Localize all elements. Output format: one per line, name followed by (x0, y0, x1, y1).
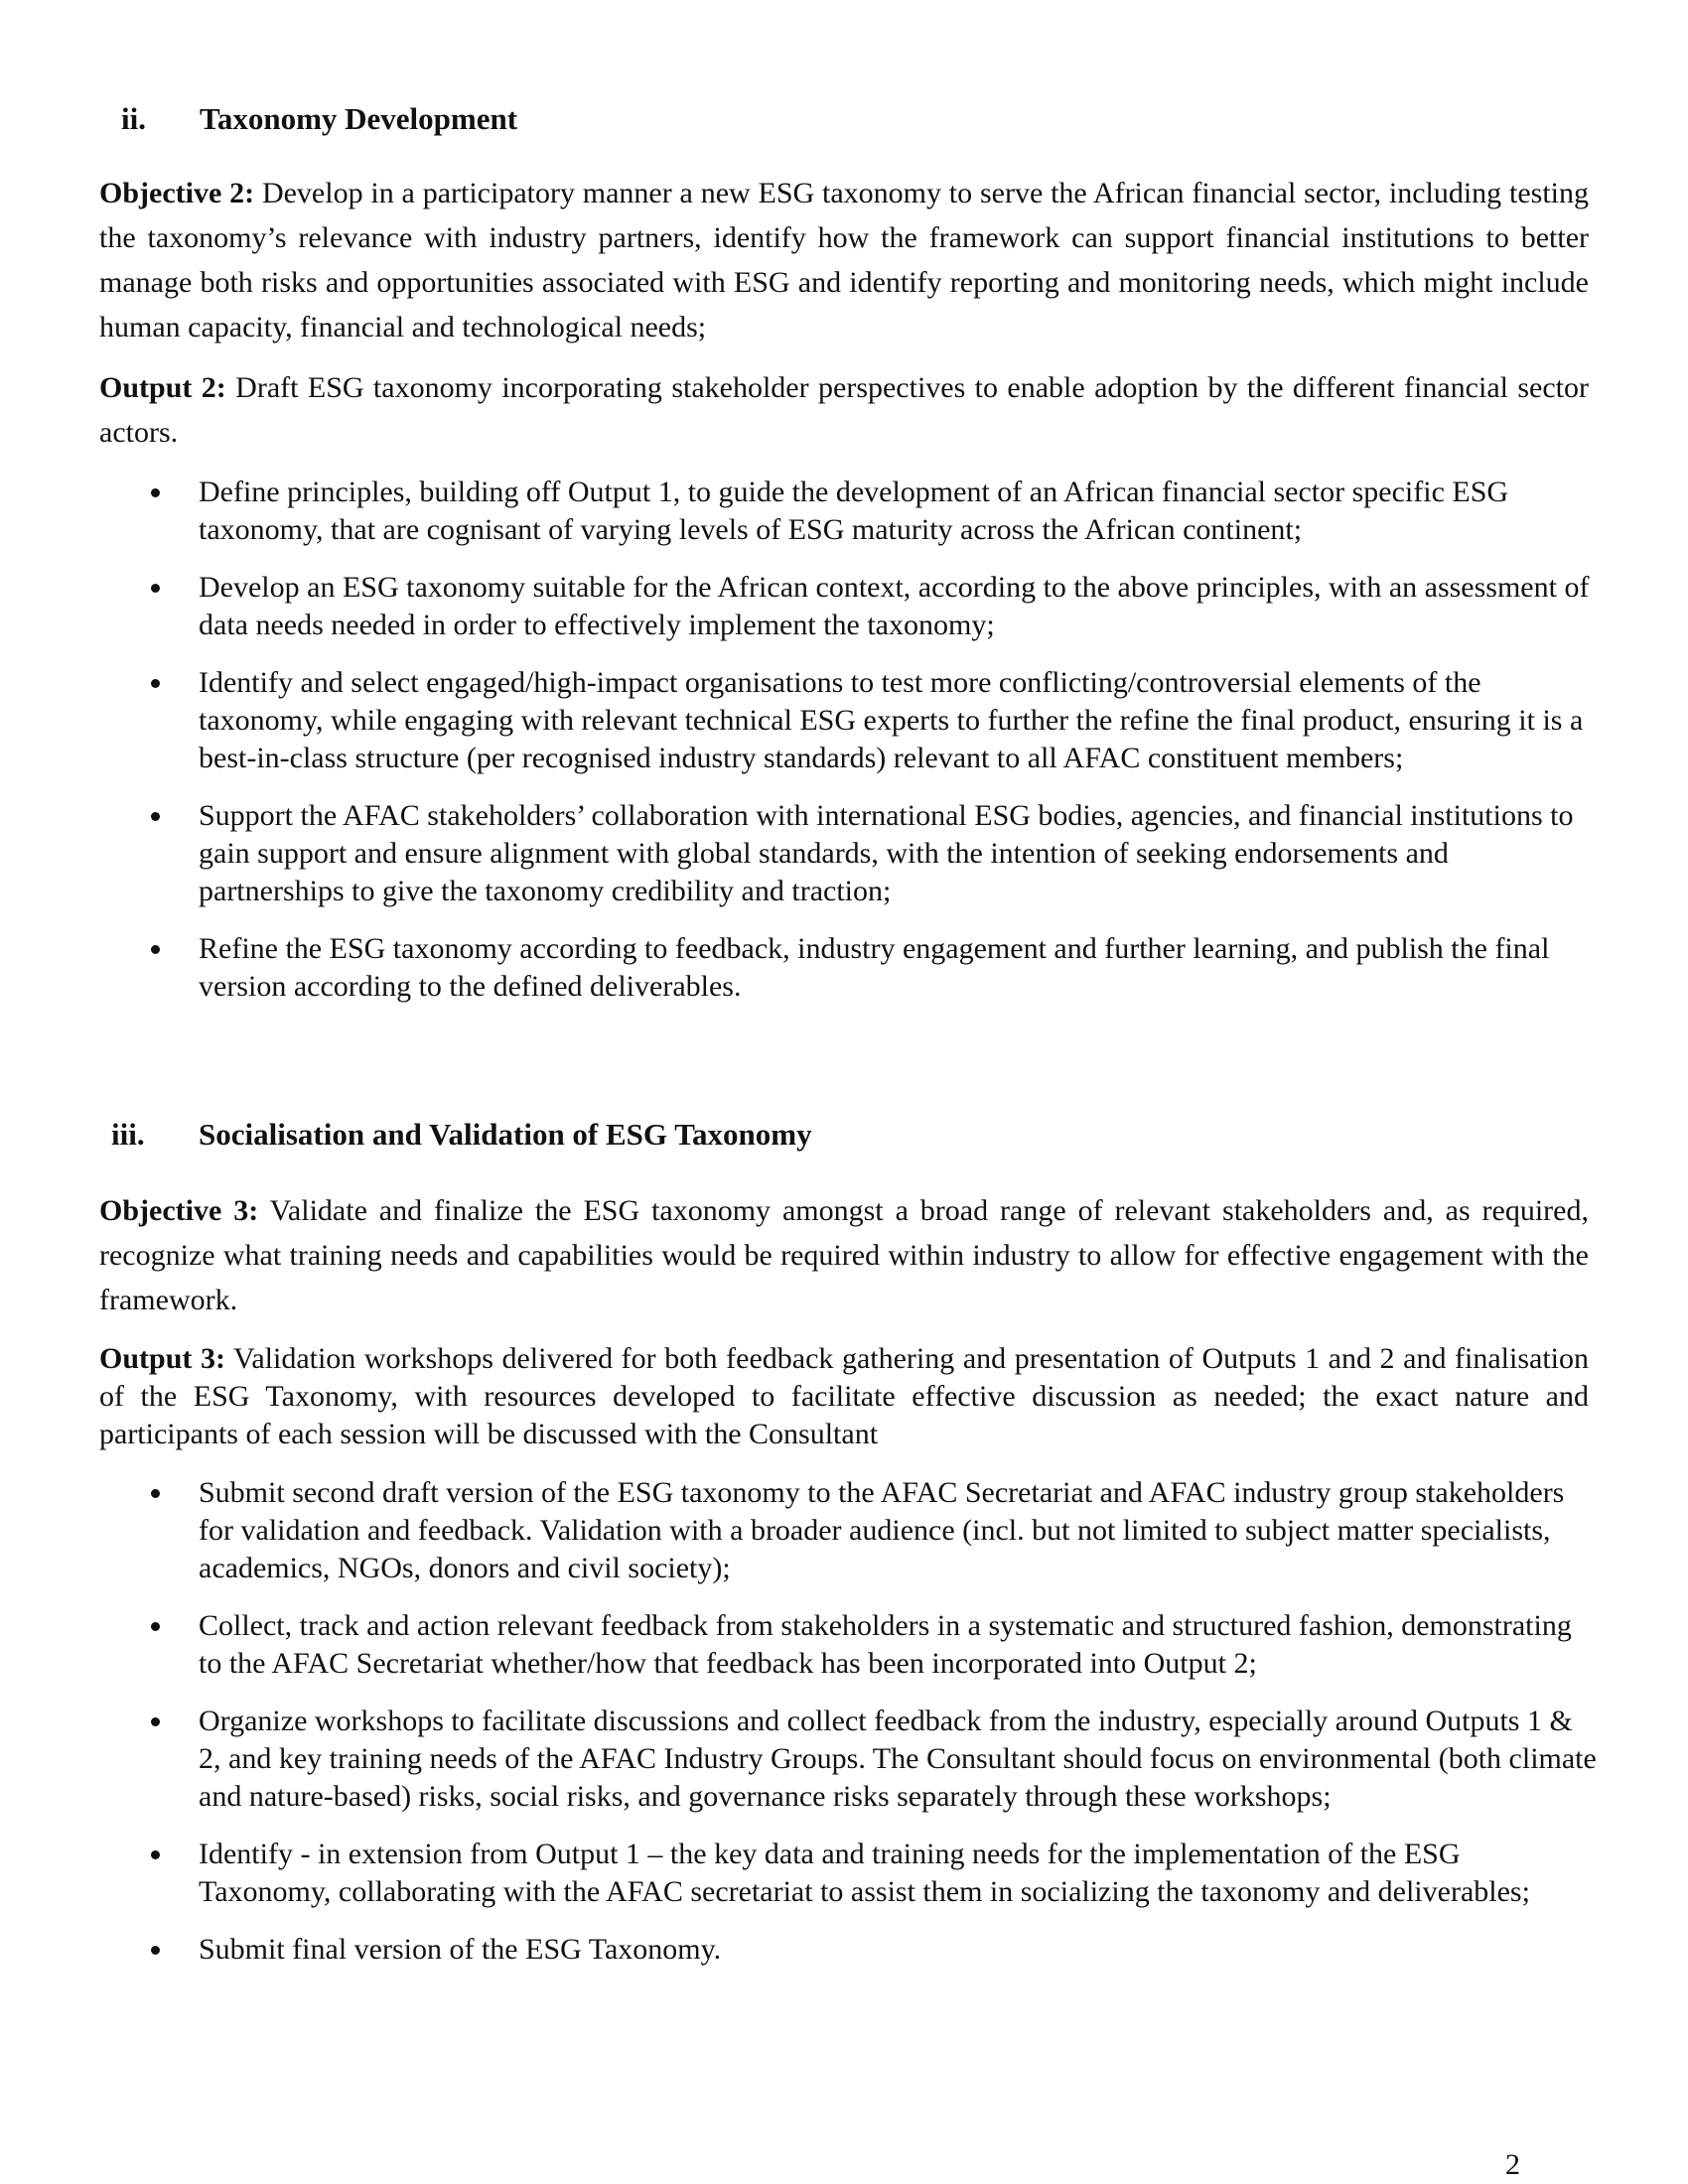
section-title: Socialisation and Validation of ESG Taxonomy (199, 1117, 812, 1152)
bullet-icon (151, 1850, 160, 1859)
list-item-text: Identify - in extension from Output 1 – the key data and training needs for the implementation of the ESG Taxonomy, collaborating with the AFAC secretariat to assist them in socializing the taxonomy and deliverables; (199, 1838, 1530, 1908)
bullet-icon (151, 488, 160, 497)
output-label: Output 3: (99, 1342, 225, 1375)
section-heading-taxonomy-development (121, 101, 816, 137)
list-item-text: Submit second draft version of the ESG taxonomy to the AFAC Secretariat and AFAC industry group stakeholders for validation and feedback. Validation with a broader audience (incl. but not limited to subject matter specialists, academics, NGOs, donors and civil society); (199, 1476, 1565, 1584)
bullet-icon (151, 584, 160, 593)
list-item (199, 569, 1599, 644)
list-item-text: Support the AFAC stakeholders’ collaboration with international ESG bodies, agencies, and financial institutions to gain support and ensure alignment with global standards, with the intention of seeking endorsements and partnerships to give the taxonomy credibility and traction; (199, 799, 1574, 907)
list-item (199, 1474, 1599, 1587)
list-item (199, 797, 1599, 910)
section-heading-socialisation-validation (111, 1117, 1005, 1153)
list-item (199, 1703, 1599, 1816)
objective-text: Develop in a participatory manner a new ESG taxonomy to serve the African financial sector, including testing the taxonomy’s relevance with industry partners, identify how the framework can support financial institutions to better manage both risks and opportunities associated with ESG and identify reporting and monitoring needs, which might include human capacity, financial and technological needs; (99, 177, 1590, 343)
output-text: Validation workshops delivered for both feedback gathering and presentation of Outputs 1 and 2 and finalisation of the ESG Taxonomy, with resources developed to facilitate effective discussion as needed; the exact nature and participants of each session will be discussed with the Consultant (99, 1342, 1589, 1450)
list-item-text: Identify and select engaged/high-impact organisations to test more conflicting/controversial elements of the taxonomy, while engaging with relevant technical ESG experts to further the refine the final product, ensuring it is a best-in-class structure (per recognised industry standards) relevant to all AFAC constituent members; (199, 666, 1584, 774)
bullet-icon (151, 679, 160, 688)
list-item-text: Refine the ESG taxonomy according to feedback, industry engagement and further learning, and publish the final version according to the defined deliverables. (199, 932, 1550, 1003)
output-paragraph (99, 365, 1589, 455)
bullet-icon (151, 1489, 160, 1498)
bullet-icon (151, 945, 160, 954)
bullet-list (199, 1474, 1599, 1969)
list-item-text: Define principles, building off Output 1, to guide the development of an African financial sector specific ESG taxonomy, that are cognisant of varying levels of ESG maturity across the African continent; (199, 476, 1509, 546)
list-item-text: Collect, track and action relevant feedback from stakeholders in a systematic and structured fashion, demonstrating to the AFAC Secretariat whether/how that feedback has been incorporated into Output 2; (199, 1609, 1572, 1680)
bullet-icon (151, 1622, 160, 1631)
list-item (199, 1931, 1599, 1969)
section-number: ii. (121, 101, 146, 136)
list-item (199, 1607, 1599, 1683)
section-number: iii. (111, 1117, 145, 1152)
list-item (199, 664, 1599, 777)
objective-paragraph (99, 1188, 1589, 1322)
objective-label: Objective 2: (99, 177, 255, 209)
list-item (199, 930, 1599, 1006)
list-item (199, 1836, 1599, 1911)
output-text: Draft ESG taxonomy incorporating stakeholder perspectives to enable adoption by the different financial sector actors. (99, 371, 1590, 449)
list-item-text: Develop an ESG taxonomy suitable for the African context, according to the above principles, with an assessment of data needs needed in order to effectively implement the taxonomy; (199, 571, 1590, 641)
bullet-icon (151, 1717, 160, 1726)
list-item (199, 474, 1599, 549)
bullet-list (199, 474, 1599, 1006)
bullet-icon (151, 1946, 160, 1955)
objective-text: Validate and finalize the ESG taxonomy amongst a broad range of relevant stakeholders and, as required, recognize what training needs and capabilities would be required within industry to allow for effective engagement with the framework. (99, 1194, 1589, 1316)
list-item-text: Organize workshops to facilitate discussions and collect feedback from the industry, especially around Outputs 1 & 2, and key training needs of the AFAC Industry Groups. The Consultant should focus on environmental (both climate and nature-based) risks, social risks, and governance risks separately through these workshops; (199, 1705, 1597, 1813)
list-item-text: Submit final version of the ESG Taxonomy. (199, 1933, 722, 1966)
section-title: Taxonomy Development (200, 101, 518, 136)
bullet-icon (151, 812, 160, 821)
objective-label: Objective 3: (99, 1194, 259, 1227)
objective-paragraph (99, 171, 1589, 349)
output-label: Output 2: (99, 371, 226, 404)
output-paragraph (99, 1340, 1589, 1453)
page-number: 2 (1505, 2148, 1520, 2181)
